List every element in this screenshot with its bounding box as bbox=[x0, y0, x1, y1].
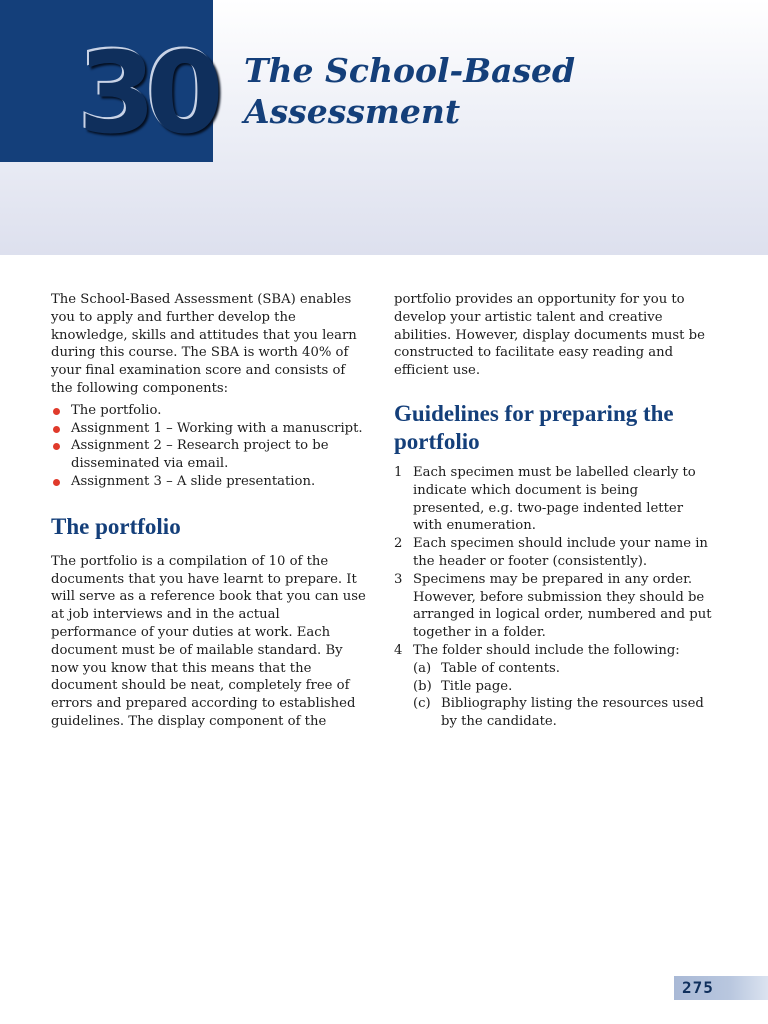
sub-list-text: Table of contents. bbox=[441, 660, 560, 676]
chapter-title-line2: Assessment bbox=[244, 92, 461, 131]
chapter-title-line1: The School-Based bbox=[244, 51, 576, 90]
list-item bbox=[394, 535, 712, 571]
guidelines-heading: Guidelines for preparing the portfolio bbox=[394, 400, 674, 454]
sub-list-text: Title page. bbox=[441, 678, 513, 694]
list-item-text: Each specimen should include your name in the header or footer (consistently). bbox=[413, 536, 708, 569]
continuation-paragraph: portfolio provides an opportunity for you to develop your artistic talent and creative abilities. However, display documents must be constructed to facilitate easy reading and efficient use. bbox=[394, 292, 705, 379]
sub-list-item bbox=[413, 695, 712, 731]
list-item-text: Assignment 1 – Working with a manuscript. bbox=[71, 420, 363, 436]
sub-list-text: Bibliography listing the resources used by the candidate. bbox=[441, 696, 704, 730]
left-column bbox=[51, 291, 369, 731]
sub-list-marker: (b) bbox=[413, 678, 432, 694]
folder-items-list bbox=[413, 660, 712, 731]
right-column bbox=[394, 291, 712, 731]
intro-paragraph: The School-Based Assessment (SBA) enables you to apply and further develop the knowledge, skills and attitudes that you learn during this course. The SBA is worth 40% of your final examination score and consists of the following components: bbox=[51, 292, 357, 396]
bullet-icon bbox=[53, 426, 60, 433]
guidelines-list bbox=[394, 464, 712, 731]
list-item-number: 2 bbox=[394, 536, 403, 552]
bullet-icon bbox=[53, 479, 60, 486]
list-item-text: Assignment 3 – A slide presentation. bbox=[71, 473, 316, 489]
page-number-tab bbox=[674, 976, 768, 1000]
list-item bbox=[51, 420, 369, 438]
portfolio-paragraph: The portfolio is a compilation of 10 of the documents that you have learnt to prepare. It will serve as a reference book that you can use at job interviews and in the actual performance of your duties at work. Each document must be of mailable standard. By now you know that this means that the document should be neat, completely free of errors and prepared according to established guidelines. The display component of the bbox=[51, 553, 366, 729]
list-item bbox=[394, 571, 712, 642]
list-item bbox=[394, 464, 712, 535]
chapter-number: 30 bbox=[78, 29, 214, 159]
list-item bbox=[51, 437, 369, 473]
sub-list-item bbox=[413, 660, 712, 678]
list-item-number: 3 bbox=[394, 571, 403, 587]
bullet-icon bbox=[53, 443, 60, 450]
list-item bbox=[51, 402, 369, 420]
portfolio-heading: The portfolio bbox=[51, 513, 181, 539]
list-item-text: Each specimen must be labelled clearly to indicate which document is being presented, e.g. two-page indented letter with enumeration. bbox=[413, 464, 696, 534]
sub-list-marker: (c) bbox=[413, 696, 431, 712]
chapter-title bbox=[244, 50, 575, 132]
components-list bbox=[51, 402, 369, 491]
sub-list-item bbox=[413, 678, 712, 696]
sub-list-marker: (a) bbox=[413, 660, 432, 676]
list-item-text: Specimens may be prepared in any order. However, before submission they should be arranged in logical order, numbered and put together in a folder. bbox=[413, 571, 712, 641]
list-item bbox=[51, 473, 369, 491]
list-item-text: Assignment 2 – Research project to be disseminated via email. bbox=[71, 438, 329, 472]
bullet-icon bbox=[53, 408, 60, 415]
list-item-text: The portfolio. bbox=[71, 402, 162, 418]
list-item-number: 1 bbox=[394, 464, 403, 480]
page-number: 275 bbox=[682, 978, 714, 997]
list-item-text: The folder should include the following: bbox=[413, 642, 680, 658]
list-item bbox=[394, 642, 712, 731]
list-item-number: 4 bbox=[394, 642, 403, 658]
